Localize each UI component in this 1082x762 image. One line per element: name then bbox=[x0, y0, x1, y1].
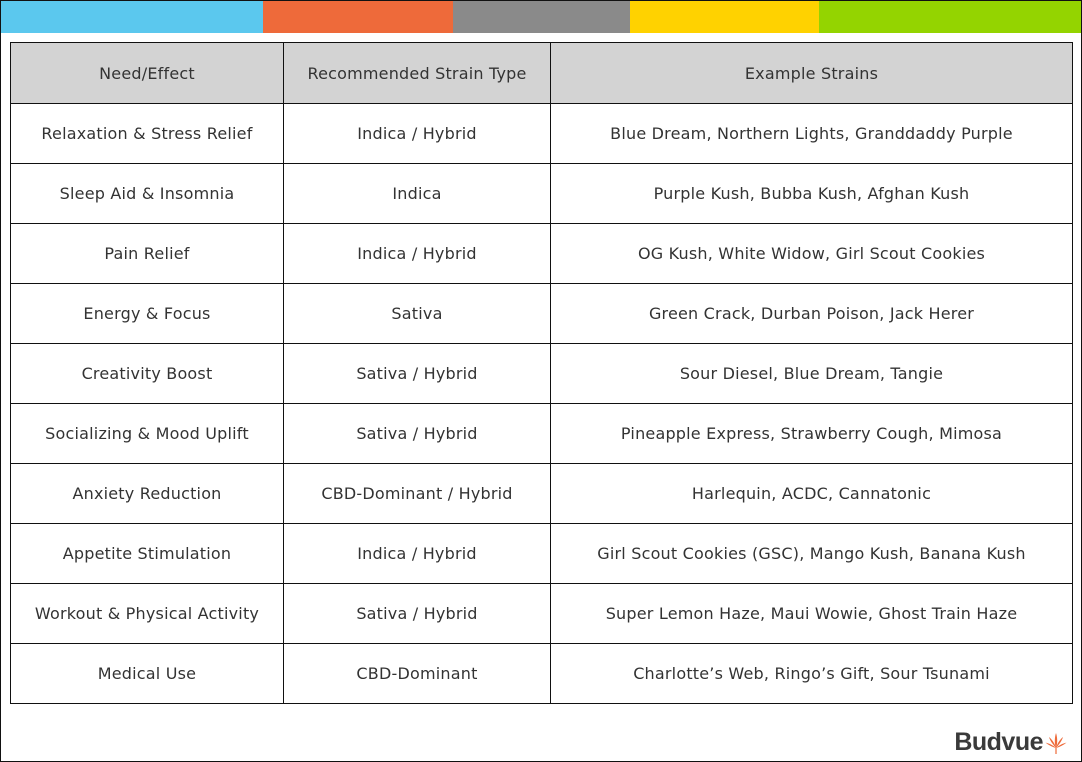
budvue-logo bbox=[954, 728, 1068, 757]
table-row bbox=[11, 464, 1073, 524]
cell-example-strains: Blue Dream, Northern Lights, Granddaddy Purple bbox=[551, 104, 1073, 164]
cell-strain-type: CBD-Dominant / Hybrid bbox=[284, 464, 551, 524]
cell-strain-type: Indica / Hybrid bbox=[284, 224, 551, 284]
table-row bbox=[11, 224, 1073, 284]
cell-example-strains: Harlequin, ACDC, Cannatonic bbox=[551, 464, 1073, 524]
cell-example-strains: Purple Kush, Bubba Kush, Afghan Kush bbox=[551, 164, 1073, 224]
cannabis-leaf-icon bbox=[1044, 733, 1068, 755]
cell-need-effect: Socializing & Mood Uplift bbox=[11, 404, 284, 464]
cell-need-effect: Workout & Physical Activity bbox=[11, 584, 284, 644]
cell-strain-type: Sativa / Hybrid bbox=[284, 344, 551, 404]
logo-text: Budvue bbox=[954, 728, 1043, 756]
color-segment bbox=[1, 1, 263, 33]
cell-example-strains: Girl Scout Cookies (GSC), Mango Kush, Banana Kush bbox=[551, 524, 1073, 584]
table-row bbox=[11, 104, 1073, 164]
cell-need-effect: Medical Use bbox=[11, 644, 284, 704]
color-segment bbox=[630, 1, 819, 33]
table-row bbox=[11, 344, 1073, 404]
cell-strain-type: CBD-Dominant bbox=[284, 644, 551, 704]
cell-need-effect: Appetite Stimulation bbox=[11, 524, 284, 584]
color-stripe bbox=[1, 1, 1081, 33]
cell-example-strains: Super Lemon Haze, Maui Wowie, Ghost Train Haze bbox=[551, 584, 1073, 644]
header-strain-type: Recommended Strain Type bbox=[284, 43, 551, 104]
header-need-effect: Need/Effect bbox=[11, 43, 284, 104]
cell-strain-type: Indica / Hybrid bbox=[284, 104, 551, 164]
table-row bbox=[11, 284, 1073, 344]
cell-need-effect: Anxiety Reduction bbox=[11, 464, 284, 524]
cell-strain-type: Indica bbox=[284, 164, 551, 224]
cell-need-effect: Creativity Boost bbox=[11, 344, 284, 404]
color-segment bbox=[819, 1, 1081, 33]
cell-strain-type: Indica / Hybrid bbox=[284, 524, 551, 584]
cell-example-strains: Green Crack, Durban Poison, Jack Herer bbox=[551, 284, 1073, 344]
cell-need-effect: Energy & Focus bbox=[11, 284, 284, 344]
strain-table bbox=[10, 42, 1073, 704]
table-row bbox=[11, 164, 1073, 224]
table-header-row bbox=[11, 43, 1073, 104]
cell-example-strains: Sour Diesel, Blue Dream, Tangie bbox=[551, 344, 1073, 404]
cell-example-strains: Pineapple Express, Strawberry Cough, Mimosa bbox=[551, 404, 1073, 464]
cell-strain-type: Sativa / Hybrid bbox=[284, 584, 551, 644]
color-segment bbox=[453, 1, 630, 33]
cell-strain-type: Sativa / Hybrid bbox=[284, 404, 551, 464]
cell-example-strains: Charlotte’s Web, Ringo’s Gift, Sour Tsunami bbox=[551, 644, 1073, 704]
table-row bbox=[11, 524, 1073, 584]
header-example-strains: Example Strains bbox=[551, 43, 1073, 104]
table-row bbox=[11, 584, 1073, 644]
cell-example-strains: OG Kush, White Widow, Girl Scout Cookies bbox=[551, 224, 1073, 284]
cell-strain-type: Sativa bbox=[284, 284, 551, 344]
color-segment bbox=[263, 1, 453, 33]
table-row bbox=[11, 644, 1073, 704]
cell-need-effect: Sleep Aid & Insomnia bbox=[11, 164, 284, 224]
cell-need-effect: Pain Relief bbox=[11, 224, 284, 284]
table-row bbox=[11, 404, 1073, 464]
cell-need-effect: Relaxation & Stress Relief bbox=[11, 104, 284, 164]
